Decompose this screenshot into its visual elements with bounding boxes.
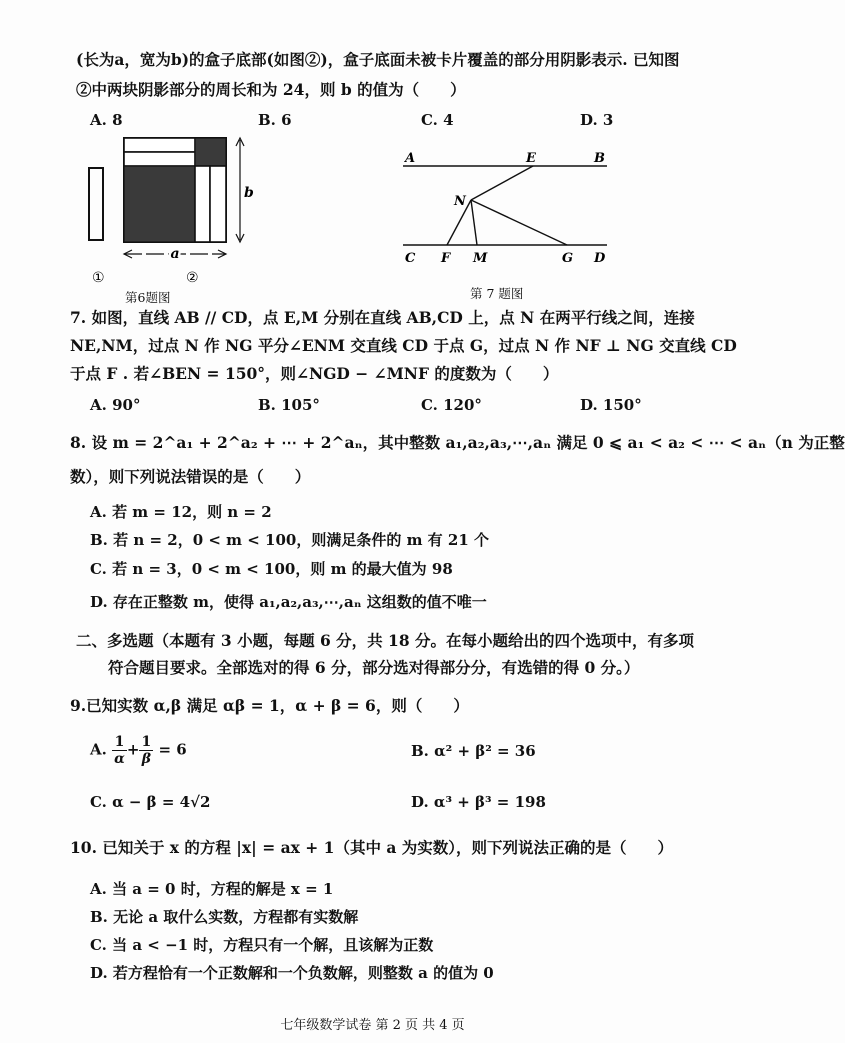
q8-option-a: A. 若 m = 12，则 n = 2	[90, 503, 272, 521]
label-E: E	[526, 151, 536, 166]
q9-option-a-prefix: A.	[90, 740, 107, 759]
label-a: a	[170, 246, 180, 262]
q9-fraction-2-denominator: β	[141, 751, 151, 767]
section-2-header-line-1: 二、多选题（本题有 3 小题，每题 6 分，共 18 分。在每小题给出的四个选项中，有多项	[76, 631, 695, 650]
q8-option-c: C. 若 n = 3，0 < m < 100，则 m 的最大值为 98	[90, 560, 453, 578]
card-figure-1	[89, 168, 103, 240]
segment-ne	[471, 166, 533, 200]
q7-line-1: 7. 如图，直线 AB // CD，点 E,M 分别在直线 AB,CD 上，点 N 在两平行线之间，连接	[70, 308, 695, 327]
q10-stem: 10. 已知关于 x 的方程 |x| = ax + 1（其中 a 为实数），则下列说法正确的是（ ）	[70, 838, 674, 857]
label-M: M	[473, 251, 488, 266]
shaded-top-right	[195, 138, 226, 166]
q9-option-a-tail: = 6	[158, 740, 187, 759]
page-footer: 七年级数学试卷 第 2 页 共 4 页	[280, 1018, 465, 1033]
q10-option-a: A. 当 a = 0 时，方程的解是 x = 1	[90, 880, 334, 898]
q10-option-d: D. 若方程恰有一个正数解和一个负数解，则整数 a 的值为 0	[90, 964, 494, 982]
figure-7	[395, 148, 620, 288]
q9-option-b: B. α² + β² = 36	[411, 742, 536, 760]
q6-line-2: ②中两块阴影部分的周长和为 24，则 b 的值为（ ）	[76, 80, 466, 99]
q7-option-d: D. 150°	[580, 396, 642, 414]
figure-6	[80, 134, 270, 304]
q7-line-2: NE,NM，过点 N 作 NG 平分∠ENM 交直线 CD 于点 G，过点 N 作 NF ⊥ NG 交直线 CD	[70, 336, 737, 355]
q9-fraction-1	[112, 734, 127, 767]
figure-6-caption: 第6题图	[125, 290, 171, 305]
figure-7-caption: 第 7 题图	[470, 286, 524, 301]
q8-line-1: 8. 设 m = 2^a₁ + 2^a₂ + ⋯ + 2^aₙ，其中整数 a₁,a₂,a₃,⋯,aₙ 满足 0 ⩽ a₁ < a₂ < ⋯ < aₙ（n 为正整	[70, 433, 845, 452]
q10-option-b: B. 无论 a 取什么实数，方程都有实数解	[90, 908, 359, 926]
q6-option-b: B. 6	[258, 111, 292, 129]
q9-option-c: C. α − β = 4√2	[90, 793, 211, 811]
label-fig-1: ①	[92, 270, 105, 286]
top-card-2	[124, 152, 195, 166]
q9-fraction-2	[139, 734, 153, 767]
q8-option-d: D. 存在正整数 m，使得 a₁,a₂,a₃,⋯,aₙ 这组数的值不唯一	[90, 593, 487, 611]
label-B: B	[594, 151, 605, 166]
vertical-card-1	[195, 166, 210, 242]
q7-line-3: 于点 F . 若∠BEN = 150°，则∠NGD − ∠MNF 的度数为（ ）	[70, 364, 559, 383]
q10-option-c: C. 当 a < −1 时，方程只有一个解，且该解为正数	[90, 936, 434, 954]
label-G: G	[562, 251, 574, 266]
segment-nm	[471, 200, 477, 245]
segment-ng	[471, 200, 567, 245]
top-card-1	[124, 138, 195, 152]
label-A: A	[405, 151, 416, 166]
q9-option-d: D. α³ + β³ = 198	[411, 793, 546, 811]
section-2-header-line-2: 符合题目要求。全部选对的得 6 分，部分选对得部分分，有选错的得 0 分。）	[108, 658, 640, 677]
shaded-main	[124, 166, 195, 242]
label-N: N	[454, 194, 466, 209]
q7-option-b: B. 105°	[258, 396, 320, 414]
q7-option-c: C. 120°	[421, 396, 482, 414]
q6-option-d: D. 3	[580, 111, 614, 129]
q6-line-1: (长为a，宽为b)的盒子底部(如图②)，盒子底面未被卡片覆盖的部分用阴影表示. 已知图	[76, 50, 680, 69]
q9-stem: 9.已知实数 α,β 满足 αβ = 1，α + β = 6，则（ ）	[70, 696, 469, 715]
vertical-card-2	[210, 166, 226, 242]
label-C: C	[405, 251, 416, 266]
q9-fraction-1-denominator: α	[114, 751, 125, 767]
label-F: F	[441, 251, 451, 266]
q9-option-a: A. $\frac{1}{\alpha}$ + $\frac{1}{\beta}$ = 6	[90, 734, 187, 767]
q8-option-b: B. 若 n = 2，0 < m < 100，则满足条件的 m 有 21 个	[90, 531, 489, 549]
label-D: D	[594, 251, 606, 266]
label-b: b	[244, 185, 254, 201]
q6-option-a: A. 8	[90, 111, 123, 129]
q9-fraction-2-numerator: 1	[141, 734, 152, 750]
label-fig-2: ②	[186, 270, 199, 286]
q6-option-c: C. 4	[421, 111, 454, 129]
q8-line-2: 数），则下列说法错误的是（ ）	[70, 467, 311, 486]
q7-option-a: A. 90°	[90, 396, 141, 414]
q9-fraction-1-numerator: 1	[112, 734, 127, 751]
